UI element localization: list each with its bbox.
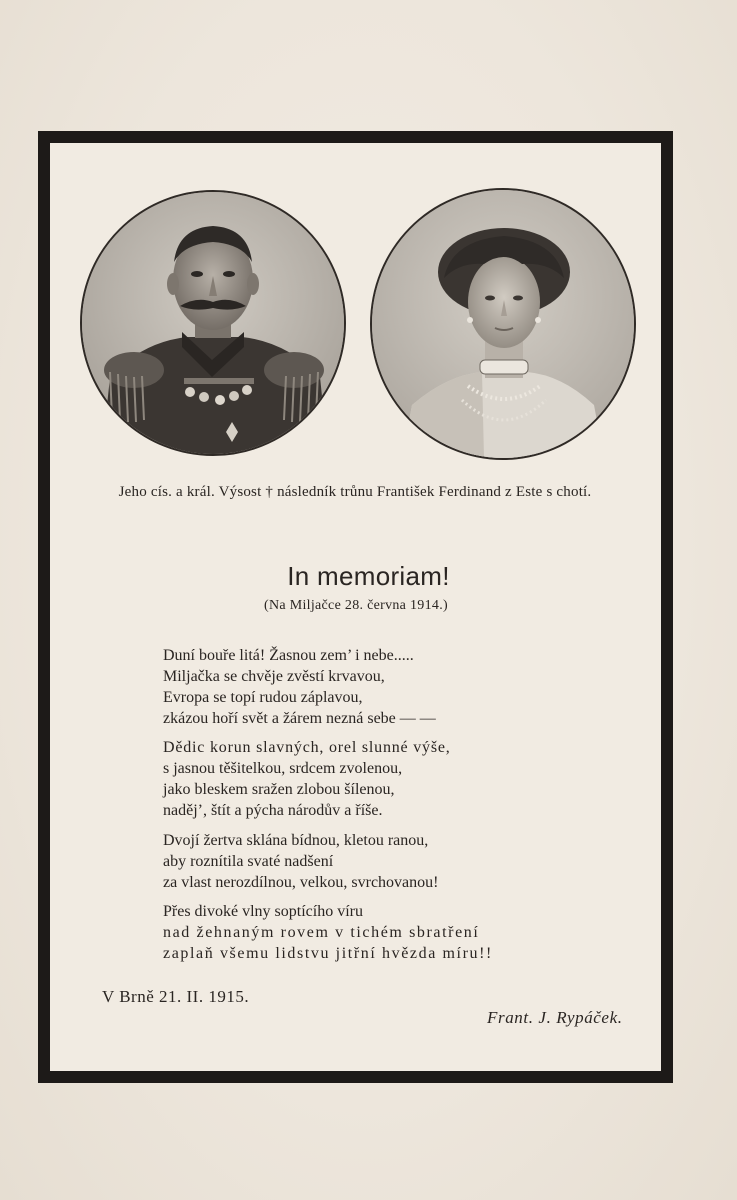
portrait-caption: Jeho cís. a král. Výsost † následník trůnu František Ferdinand z Este s chotí.	[118, 484, 592, 500]
portrait-duchess-image	[372, 190, 634, 458]
stanza-1-line-2: Miljačka se chvěje zvěstí krvavou,	[163, 668, 385, 685]
stanza-3-line-2: aby roznítila svaté nadšení	[163, 853, 334, 870]
stanza-1-line-1: Duní bouře litá! Žasnou zem’ i nebe.....	[163, 647, 414, 664]
place-and-date: V Brně 21. II. 1915.	[102, 987, 250, 1006]
stanza-3-line-3: za vlast nerozdílnou, velkou, svrchovanou!	[163, 874, 439, 891]
stanza-3	[163, 830, 593, 893]
stanza-2-line-1: Dědic korun slavných, orel slunné výše,	[163, 739, 451, 756]
stanza-1	[163, 645, 593, 729]
stanza-4-line-3: zaplaň všemu lidstvu jitřní hvězda míru!!	[163, 945, 493, 962]
portrait-archduke-image	[82, 192, 344, 454]
stanza-2	[163, 737, 593, 821]
stanza-2-line-3: jako bleskem sražen zlobou šílenou,	[163, 781, 395, 798]
author-signature: Frant. J. Rypáček.	[487, 1008, 623, 1027]
stanza-3-line-1: Dvojí žertva sklána bídnou, kletou ranou,	[163, 832, 429, 849]
stanza-4-line-2: nad žehnaným rovem v tichém sbratření	[163, 924, 480, 941]
poem-title: In memoriam!	[287, 561, 450, 591]
stanza-1-line-4: zkázou hoří svět a žárem nezná sebe — —	[163, 710, 436, 727]
stanza-2-line-4: naděj’, štít a pýcha národův a říše.	[163, 802, 383, 819]
stanza-4	[163, 901, 593, 964]
stanza-4-line-1: Přes divoké vlny soptícího víru	[163, 903, 363, 920]
stanza-1-line-3: Evropa se topí rudou záplavou,	[163, 689, 363, 706]
portrait-archduke	[80, 190, 346, 456]
poem-subtitle: (Na Miljačce 28. června 1914.)	[264, 598, 448, 613]
portrait-duchess	[370, 188, 636, 460]
stanza-2-line-2: s jasnou těšitelkou, srdcem zvolenou,	[163, 760, 403, 777]
